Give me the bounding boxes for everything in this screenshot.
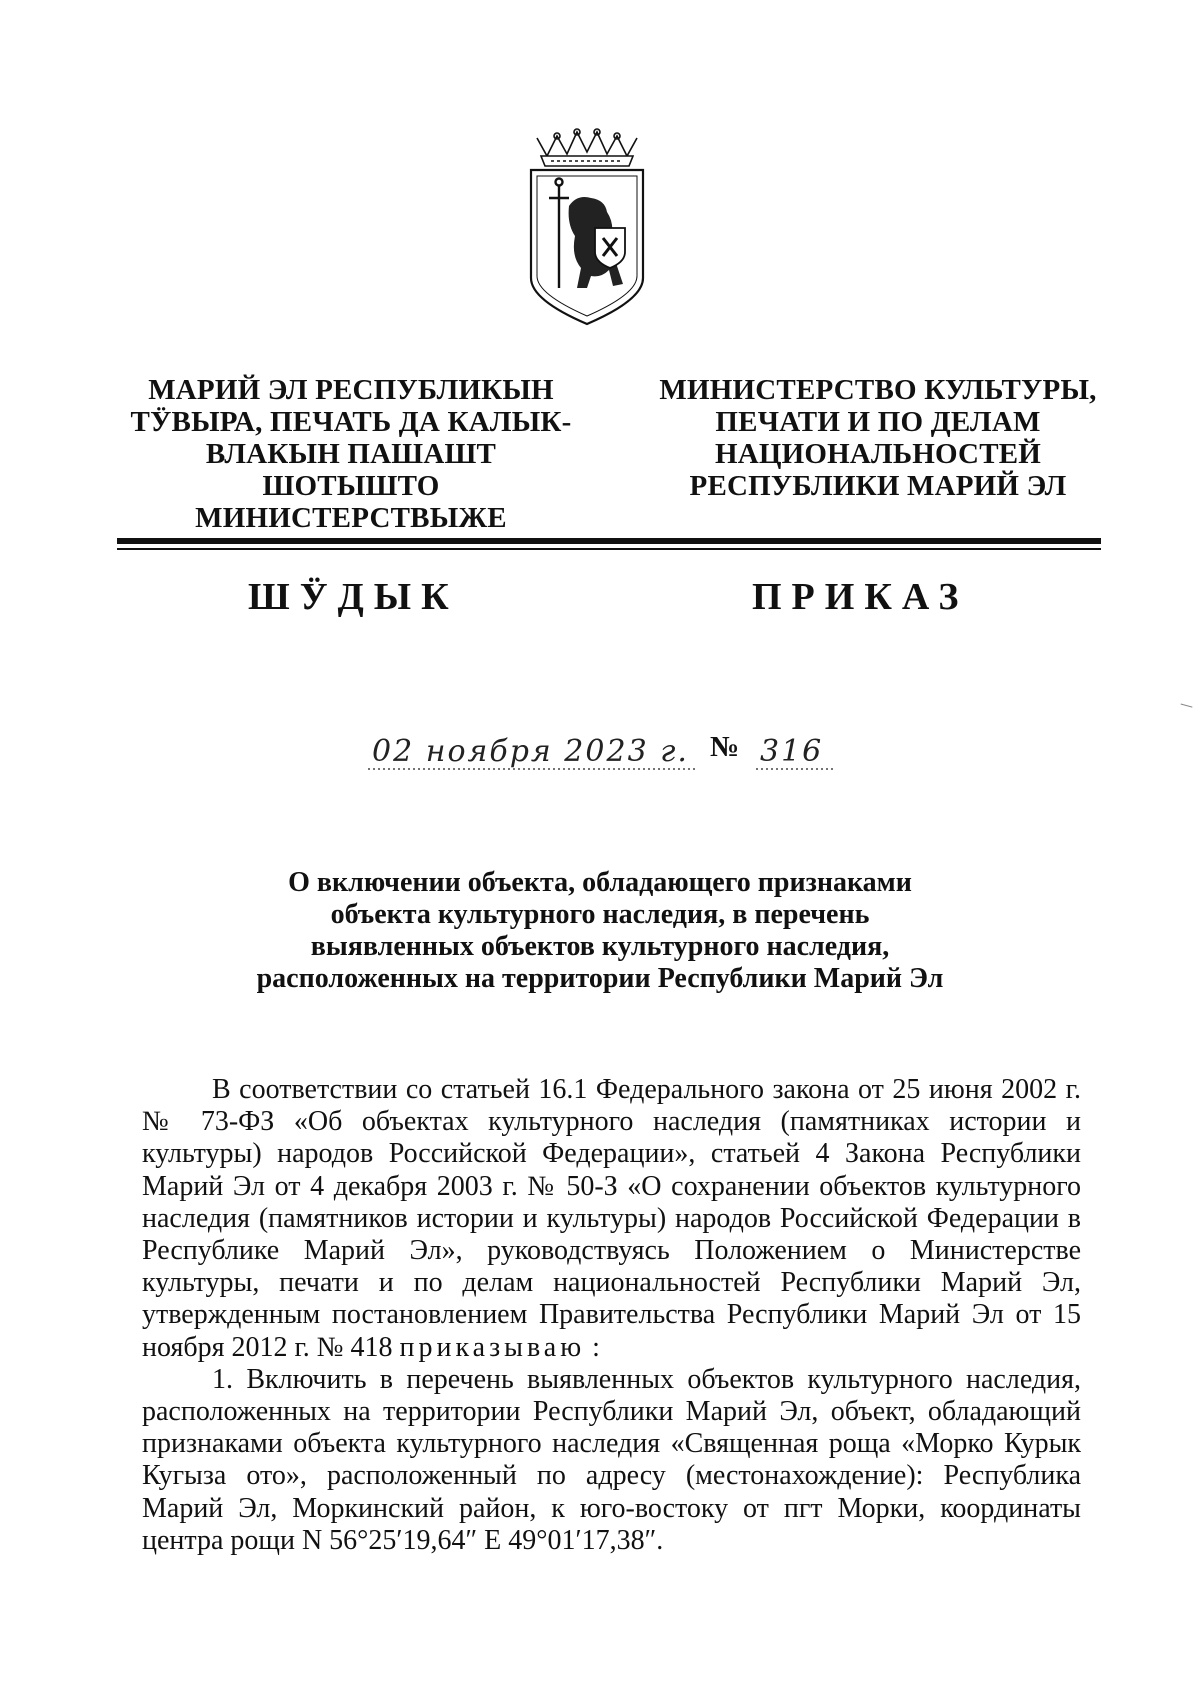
handwritten-number-text: 316 <box>760 734 824 769</box>
ministry-name-russian-line: ПЕЧАТИ И ПО ДЕЛАМ <box>715 406 1041 438</box>
paragraph-item-1: 1. Включить в перечень выявленных объектов культурного наследия, расположенных на территории Республики Марий Эл, объект, обладающий признаками объекта культурного наследия «Священная роща «Морко Курык Кугыза ото», расположенный по адресу (местонахождение): Республика Марий Эл, Моркинский район, к юго-востоку от пгт Морки, координаты центра рощи N 56°25′19,64″ E 49°01′17,38″. <box>142 1363 1081 1556</box>
order-title-line: О включении объекта, обладающего признаками <box>288 867 912 898</box>
ministry-name-russian <box>643 374 1113 502</box>
scan-mark <box>1180 704 1193 712</box>
ministry-name-russian-line: НАЦИОНАЛЬНОСТЕЙ <box>714 438 1042 470</box>
ministry-name-russian-line: МИНИСТЕРСТВО КУЛЬТУРЫ, <box>659 374 1097 406</box>
order-word: приказываю <box>399 1331 586 1363</box>
ministry-name-mari-line: МИНИСТЕРСТВЫЖЕ <box>195 502 507 534</box>
order-title-line: расположенных на территории Республики Марий Эл <box>256 963 944 994</box>
order-title <box>160 867 1040 995</box>
handwritten-date-text: 02 ноября 2023 г. <box>372 734 689 769</box>
preamble-text: В соответствии со статьей 16.1 Федерального закона от 25 июня 2002 г. № 73-ФЗ «Об объектах культурного наследия (памятниках истории и культуры) народов Российской Федерации», статьей 4 Закона Республики Марий Эл от 4 декабря 2003 г. № 50-З «О сохранении объектов культурного наследия (памятников истории и культуры) народов Российской Федерации в Республике Марий Эл», руководствуясь Положением о Министерстве культуры, печати и по делам национальностей Республики Марий Эл, утвержденным постановлением Правительства Республики Марий Эл от 15 ноября 2012 г. № 418 <box>142 1074 1081 1363</box>
ministry-name-russian-line: РЕСПУБЛИКИ МАРИЙ ЭЛ <box>689 470 1067 502</box>
order-colon: : <box>592 1331 600 1363</box>
ministry-name-mari-line: ТӰВЫРА, ПЕЧАТЬ ДА КАЛЫК- <box>130 406 572 438</box>
header-divider-thin <box>117 548 1101 550</box>
order-title-line: объекта культурного наследия, в перечень <box>330 899 870 930</box>
ministry-name-mari <box>116 374 586 534</box>
ministry-name-mari-line: МАРИЙ ЭЛ РЕСПУБЛИКЫН <box>148 374 554 406</box>
paragraph-preamble <box>142 1074 1081 1364</box>
handwritten-date <box>368 729 698 773</box>
order-body <box>142 1074 1081 1557</box>
header-divider-thick <box>117 538 1101 544</box>
ministry-name-mari-line: ВЛАКЫН ПАШАШТ ШОТЫШТО <box>205 438 497 502</box>
doc-type-mari: ШӰДЫК <box>248 576 459 618</box>
registration-line <box>368 725 868 777</box>
handwritten-number <box>756 729 836 773</box>
coat-of-arms-mari-el-icon <box>525 128 649 326</box>
number-sign: № <box>710 731 740 763</box>
order-title-line: выявленных объектов культурного наследия, <box>310 931 890 962</box>
doc-type-russian: ПРИКАЗ <box>752 576 969 618</box>
